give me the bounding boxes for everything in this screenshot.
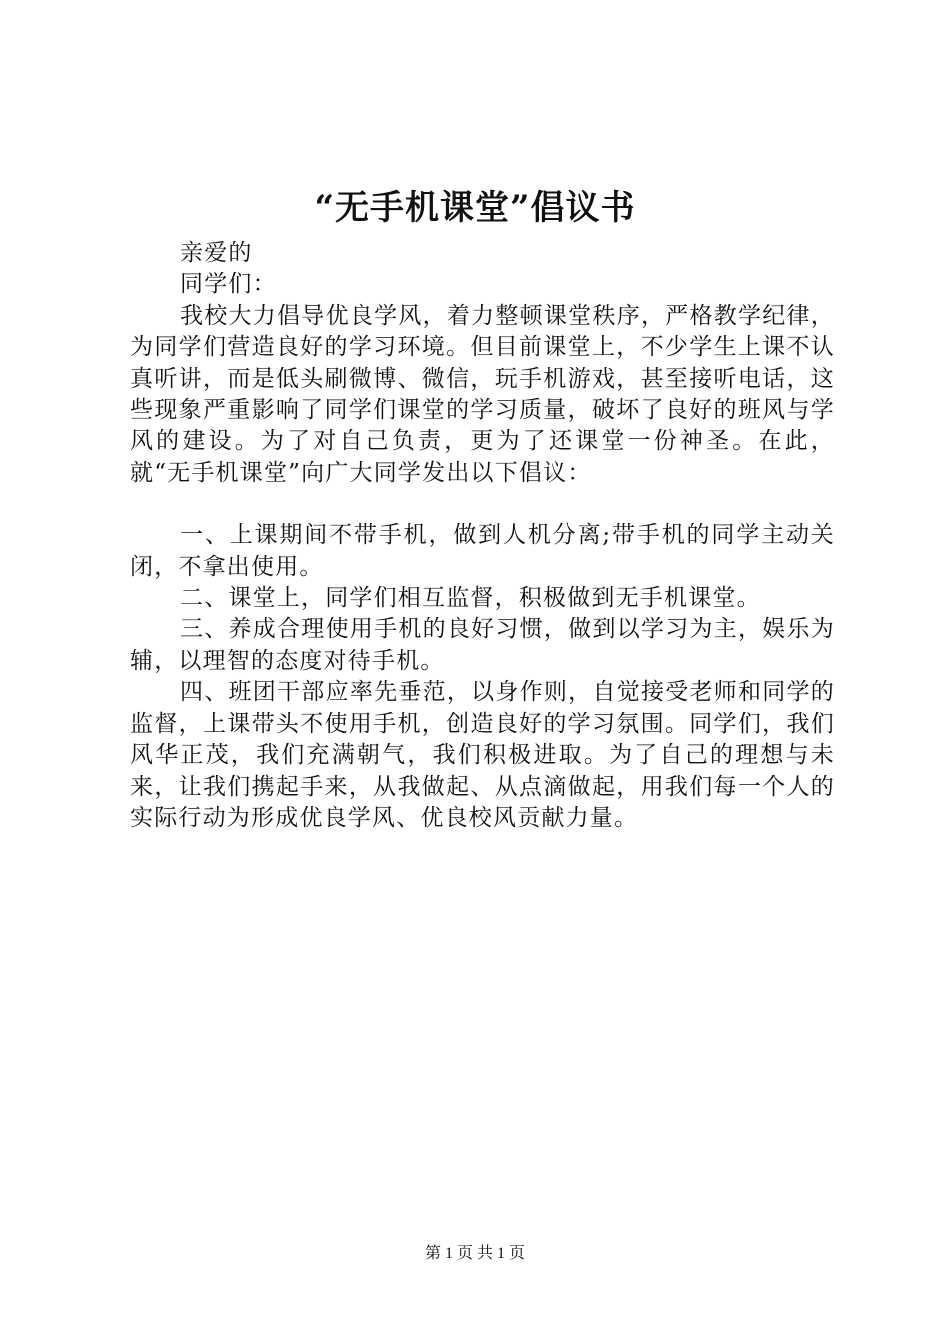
proposal-item-2: 二、课堂上，同学们相互监督，积极做到无手机课堂。 — [180, 585, 761, 612]
proposal-item-1: 一、上课期间不带手机，做到人机分离;带手机的同学主动关闭，不拿出使用。 — [130, 522, 835, 580]
intro-paragraph: 我校大力倡导优良学风，着力整顿课堂秩序，严格教学纪律，为同学们营造良好的学习环境。但目前课堂上，不少学生上课不认真听讲，而是低头刷微博、微信，玩手机游戏，甚至接听电话，这些现象严重影响了同学们课堂的学习质量，破坏了良好的班风与学风的建设。为了对自己负责，更为了还课堂一份神圣。在此，就“无手机课堂”向广大同学发出以下倡议： — [130, 302, 835, 486]
document-title: “无手机课堂”倡议书 — [314, 188, 636, 228]
salutation-line-2: 同学们： — [180, 271, 277, 298]
salutation-line-1: 亲爱的 — [180, 240, 253, 266]
proposal-item-4: 四、班团干部应率先垂范，以身作则，自觉接受老师和同学的监督，上课带头不使用手机，创造良好的学习氛围。同学们，我们风华正茂，我们充满朝气，我们积极进取。为了自己的理想与未来，让我们携起手来，从我做起、从点滴做起，用我们每一个人的实际行动为形成优良学风、优良校风贡献力量。 — [130, 679, 835, 831]
page-footer: 第 1 页 共 1 页 — [424, 1245, 525, 1262]
document-body — [130, 238, 835, 834]
paragraph-gap — [130, 489, 835, 520]
proposal-item-3: 三、养成合理使用手机的良好习惯，做到以学习为主，娱乐为辅，以理智的态度对待手机。 — [130, 616, 835, 674]
